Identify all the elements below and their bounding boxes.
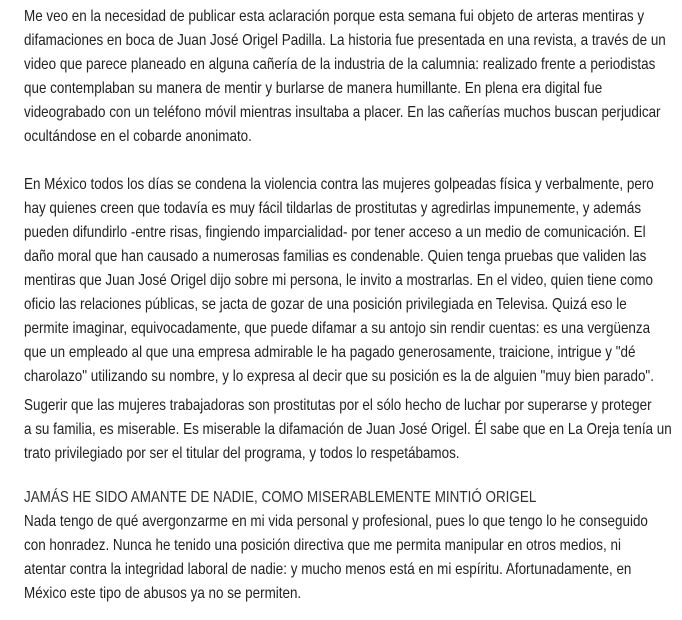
text-line: oficio las relaciones públicas, se jacta de gozar de una posición privilegiada en Televisa. Quizá eso le [24, 296, 627, 313]
text-line: Nada tengo de qué avergonzarme en mi vida personal y profesional, pues lo que tengo lo he conseguido [24, 513, 648, 530]
text-line: que un empleado al que una empresa admirable le ha pagado generosamente, traicione, intrigue y "dé [24, 344, 636, 361]
text-line: atentar contra la integridad laboral de nadie: y mucho menos está en mi espíritu. Afortunadamente, en [24, 561, 632, 578]
text-line: que contemplaban su manera de mentir y burlarse de manera humillante. En plena era digital fue [24, 80, 603, 97]
text-line: con honradez. Nunca he tenido una posición directiva que me permita manipular en otros medios, ni [24, 537, 621, 554]
text-line: hay quienes creen que todavía es muy fácil tildarlas de prostitutas y agredirlas impunemente, y además [24, 200, 642, 217]
paragraph-2 [24, 173, 682, 389]
text-line: México este tipo de abusos ya no se permiten. [24, 585, 302, 602]
text-line: En México todos los días se condena la violencia contra las mujeres golpeadas física y verbalmente, pero [24, 176, 654, 193]
text-line: difamaciones en boca de Juan José Origel Padilla. La historia fue presentada en una revista, a través de un [24, 32, 666, 49]
paragraph-4 [24, 486, 682, 606]
text-line: Me veo en la necesidad de publicar esta aclaración porque esta semana fui objeto de arteras mentiras y [24, 8, 645, 25]
text-line: ocultándose en el cobarde anonimato. [24, 128, 252, 145]
text-line: pueden difundirlo -entre risas, fingiendo imparcialidad- por tener acceso a un medio de comunicación. El [24, 224, 646, 241]
text-line: Sugerir que las mujeres trabajadoras son prostitutas por el sólo hecho de luchar por superarse y proteger [24, 397, 652, 414]
text-line: permite imaginar, equivocadamente, que puede difamar a su antojo sin rendir cuentas: es una vergüenza [24, 320, 651, 337]
text-line: mentiras que Juan José Origel dijo sobre mi persona, le invito a mostrarlas. En el video, quien tiene como [24, 272, 654, 289]
text-line: video que parece planeado en alguna cañería de la industria de la calumnia: realizado frente a periodistas [24, 56, 656, 73]
text-line: charolazo" utilizando su nombre, y lo expresa al decir que su posición es la de alguien "muy bien parado". [24, 368, 654, 385]
text-line: trato privilegiado por ser el titular del programa, y todos lo respetábamos. [24, 445, 460, 462]
paragraph-1 [24, 5, 682, 149]
text-line: a su familia, es miserable. Es miserable la difamación de Juan José Origel. Él sabe que en La Oreja tenía un [24, 421, 672, 438]
text-line: videograbado con un teléfono móvil mientras insultaba a placer. En las cañerías muchos buscan perjudicar [24, 104, 661, 121]
section-heading: JAMÁS HE SIDO AMANTE DE NADIE, COMO MISERABLEMENTE MINTIÓ ORIGEL [24, 489, 537, 506]
paragraph-3 [24, 394, 682, 466]
text-line: daño moral que han causado a numerosas familias es condenable. Quien tenga pruebas que validen las [24, 248, 647, 265]
